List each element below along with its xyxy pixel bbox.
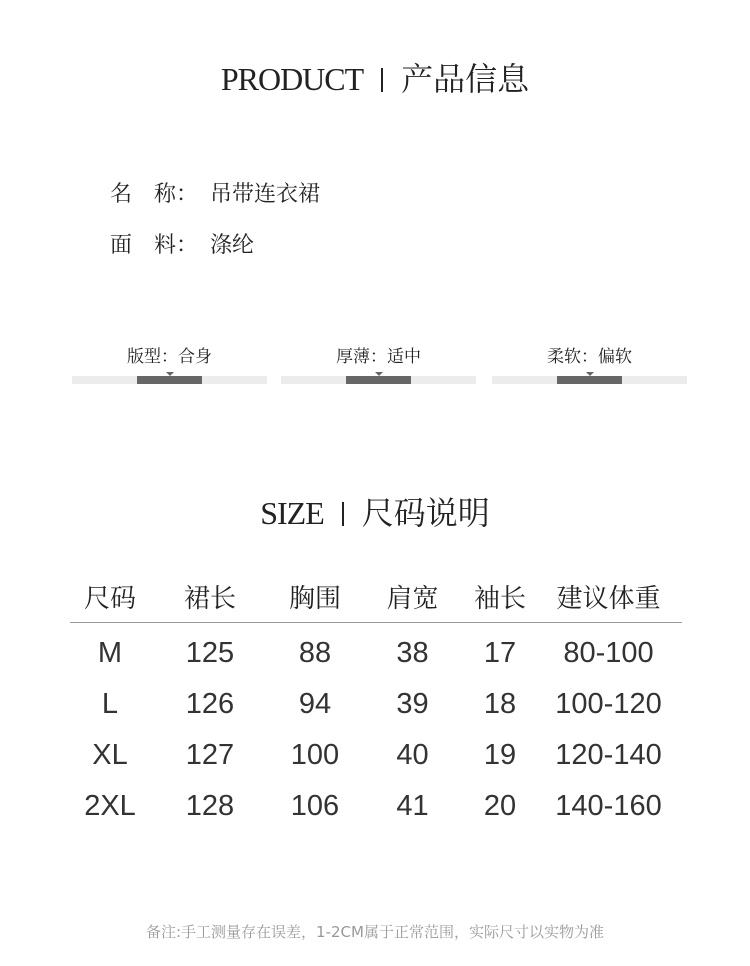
table-cell: 80-100 <box>563 637 654 669</box>
table-cell: 20 <box>483 790 517 822</box>
table-cell: 126 <box>185 688 235 720</box>
rating-indicator <box>137 376 202 384</box>
rating-softness <box>492 342 687 384</box>
table-row <box>70 679 682 730</box>
table-row <box>70 781 682 832</box>
rating-track <box>72 376 267 384</box>
product-title-en: PRODUCT <box>220 61 364 97</box>
table-cell: M <box>97 637 123 669</box>
table-cell: XL <box>92 739 128 771</box>
info-label: 名 称： <box>110 182 199 207</box>
table-cell: 41 <box>396 790 429 822</box>
rating-fit <box>72 342 267 384</box>
table-cell: 39 <box>396 688 429 720</box>
title-divider <box>342 502 344 526</box>
table-cell: 40 <box>396 739 429 771</box>
table-cell: 125 <box>185 637 235 669</box>
rating-caption <box>492 342 687 368</box>
info-value: 吊带连衣裙 <box>210 182 321 207</box>
rating-indicator <box>346 376 411 384</box>
table-cell: 120-140 <box>555 739 662 771</box>
size-title-cn: 尺码说明 <box>361 494 490 532</box>
table-cell: 2XL <box>84 790 136 822</box>
info-label: 面 料： <box>110 233 199 258</box>
product-section-title <box>0 54 750 100</box>
rating-value: 合身 <box>178 347 212 367</box>
rating-indicator <box>557 376 622 384</box>
table-cell: 100-120 <box>555 688 662 720</box>
rating-track <box>281 376 476 384</box>
table-cell: 94 <box>298 688 332 720</box>
title-divider <box>381 68 383 92</box>
table-cell: 100 <box>290 739 340 771</box>
table-row <box>70 730 682 781</box>
table-cell: 140-160 <box>555 790 662 822</box>
table-cell: L <box>101 688 119 720</box>
size-section-title <box>0 488 750 534</box>
rating-caption <box>72 342 267 368</box>
info-row-name <box>110 177 320 208</box>
column-header: 肩宽 <box>386 583 439 614</box>
column-header: 裙长 <box>183 583 236 614</box>
table-cell: 18 <box>483 688 517 720</box>
table-cell: 19 <box>483 739 517 771</box>
rating-pointer <box>166 372 174 376</box>
table-cell: 17 <box>483 637 517 669</box>
table-cell: 128 <box>185 790 235 822</box>
footnote: 备注:手工测量存在误差，1-2CM属于正常范围，实际尺寸以实物为准 <box>146 923 604 941</box>
product-title-cn: 产品信息 <box>401 60 530 98</box>
size-table <box>70 570 682 832</box>
column-header: 袖长 <box>473 583 526 614</box>
rating-pointer <box>375 372 383 376</box>
rating-label: 厚薄： <box>336 347 387 367</box>
rating-pointer <box>586 372 594 376</box>
table-row <box>70 628 682 679</box>
rating-track <box>492 376 687 384</box>
info-row-fabric <box>110 228 254 259</box>
rating-label: 柔软： <box>547 347 598 367</box>
table-cell: 127 <box>185 739 235 771</box>
table-cell: 88 <box>298 637 332 669</box>
column-header: 建议体重 <box>556 583 661 614</box>
rating-value: 偏软 <box>598 347 632 367</box>
rating-thickness <box>281 342 476 384</box>
table-cell: 106 <box>290 790 340 822</box>
size-title-en: SIZE <box>260 495 324 531</box>
column-header: 胸围 <box>288 583 341 614</box>
table-cell: 38 <box>396 637 429 669</box>
rating-value: 适中 <box>387 347 421 367</box>
info-value: 涤纶 <box>210 233 255 258</box>
column-header: 尺码 <box>83 583 136 614</box>
rating-label: 版型： <box>127 347 178 367</box>
rating-caption <box>281 342 476 368</box>
table-header-row <box>70 570 682 623</box>
